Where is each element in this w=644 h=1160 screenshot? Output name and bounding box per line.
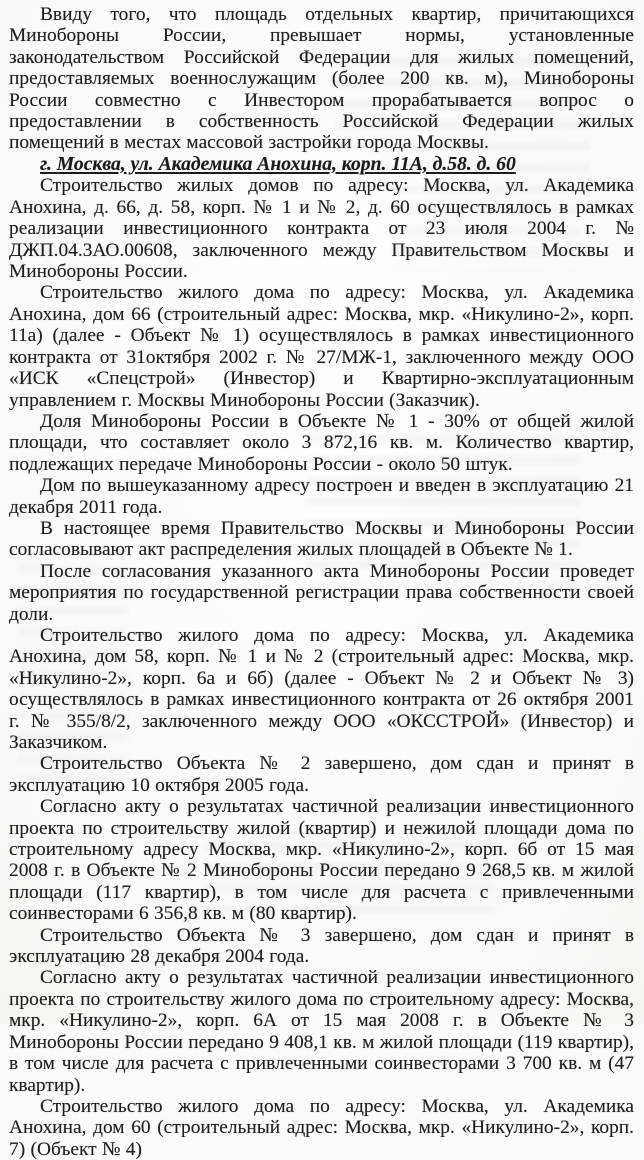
document-body bbox=[9, 4, 634, 1160]
paragraph-11: Согласно акту о результатах частичной реализации инвестиционного проекта по строительству жилой (квартир) и нежилой площади дома по строительному адресу Москва, мкр. «Никулино-2», корп. 6б от 15 мая 2008 г. в Объекте № 2 Минобороны России передано 9 268,5 кв. м жилой площади (117 квартир), в том числе для расчета с привлеченными соинвесторами 6 356,8 кв. м (80 квартир). bbox=[9, 796, 634, 925]
address-section-heading bbox=[9, 154, 634, 176]
paragraph-4: Строительство жилого дома по адресу: Москва, ул. Академика Анохина, дом 66 (строительный адрес: Москва, мкр. «Никулино-2», корп. 11а) (далее - Объект № 1) осуществлялось в рамках инвестиционного контракта от 31октября 2002 г. № 27/МЖ-1, заключенного между ООО «ИСК «Спецстрой» (Инвестор) и Квартирно-эксплуатационным управлением г. Москвы Минобороны России (Заказчик). bbox=[9, 282, 634, 411]
paragraph-1: Ввиду того, что площадь отдельных квартир, причитающихся Минобороны России, превышает нормы, установленные законодательством Российской Федерации для жилых помещений, предоставляемых военнослужащим (более 200 кв. м), Минобороны России совместно с Инвестором прорабатывается вопрос о предоставлении в собственность Российской Федерации жилых помещений в местах массовой застройки города Москвы. bbox=[9, 4, 634, 154]
paragraph-8: После согласования указанного акта Минобороны России проведет мероприятия по государственной регистрации права собственности своей доли. bbox=[9, 560, 634, 625]
paragraph-6: Дом по вышеуказанному адресу построен и введен в эксплуатацию 21 декабря 2011 года. bbox=[9, 475, 634, 518]
paragraph-5: Доля Минобороны России в Объекте № 1 - 30% от общей жилой площади, что составляет около 3 872,16 кв. м. Количество квартир, подлежащих передаче Минобороны России - около 50 штук. bbox=[9, 410, 634, 475]
paragraph-3: Строительство жилых домов по адресу: Москва, ул. Академика Анохина, д. 66, д. 58, корп. № 1 и № 2, д. 60 осуществлялось в рамках реализации инвестиционного контракта от 23 июля 2004 г. № ДЖП.04.3АО.00608, заключенного между Правительством Москвы и Минобороны России. bbox=[9, 175, 634, 283]
address-heading-text: г. Москва, ул. Академика Анохина, корп. 11А, д.58. д. 60 bbox=[40, 153, 516, 175]
paragraph-13: Согласно акту о результатах частичной реализации инвестиционного проекта по строительству жилого дома по строительному адресу: Москва, мкр. «Никулино-2», корп. 6А от 15 мая 2008 г. в Объекте № 3 Минобороны России передано 9 408,1 кв. м жилой площади (119 квартир), в том числе для расчета с привлеченными соинвесторами 3 700 кв. м (47 квартир). bbox=[9, 967, 634, 1096]
paragraph-9: Строительство жилого дома по адресу: Москва, ул. Академика Анохина, дом 58, корп. № 1 и № 2 (строительный адрес: Москва, мкр. «Никулино-2», корп. 6а и 6б) (далее - Объект № 2 и Объект № 3) осуществлялось в рамках инвестиционного контракта от 26 октября 2001 г. № 355/8/2, заключенного между ООО «ОКССТРОЙ» (Инвестор) и Заказчиком. bbox=[9, 624, 634, 753]
paragraph-14: Строительство жилого дома по адресу: Москва, ул. Академика Анохина, дом 60 (строительный адрес: Москва, мкр. «Никулино-2», корп. 7) (Объект № 4) bbox=[9, 1095, 634, 1160]
paragraph-7: В настоящее время Правительство Москвы и Минобороны России согласовывают акт распределения жилых площадей в Объекте № 1. bbox=[9, 517, 634, 561]
paragraph-12: Строительство Объекта № 3 завершено, дом сдан и принят в эксплуатацию 28 декабря 2004 года. bbox=[9, 924, 634, 968]
paragraph-10: Строительство Объекта № 2 завершено, дом сдан и принят в эксплуатацию 10 октября 2005 года. bbox=[9, 753, 634, 796]
